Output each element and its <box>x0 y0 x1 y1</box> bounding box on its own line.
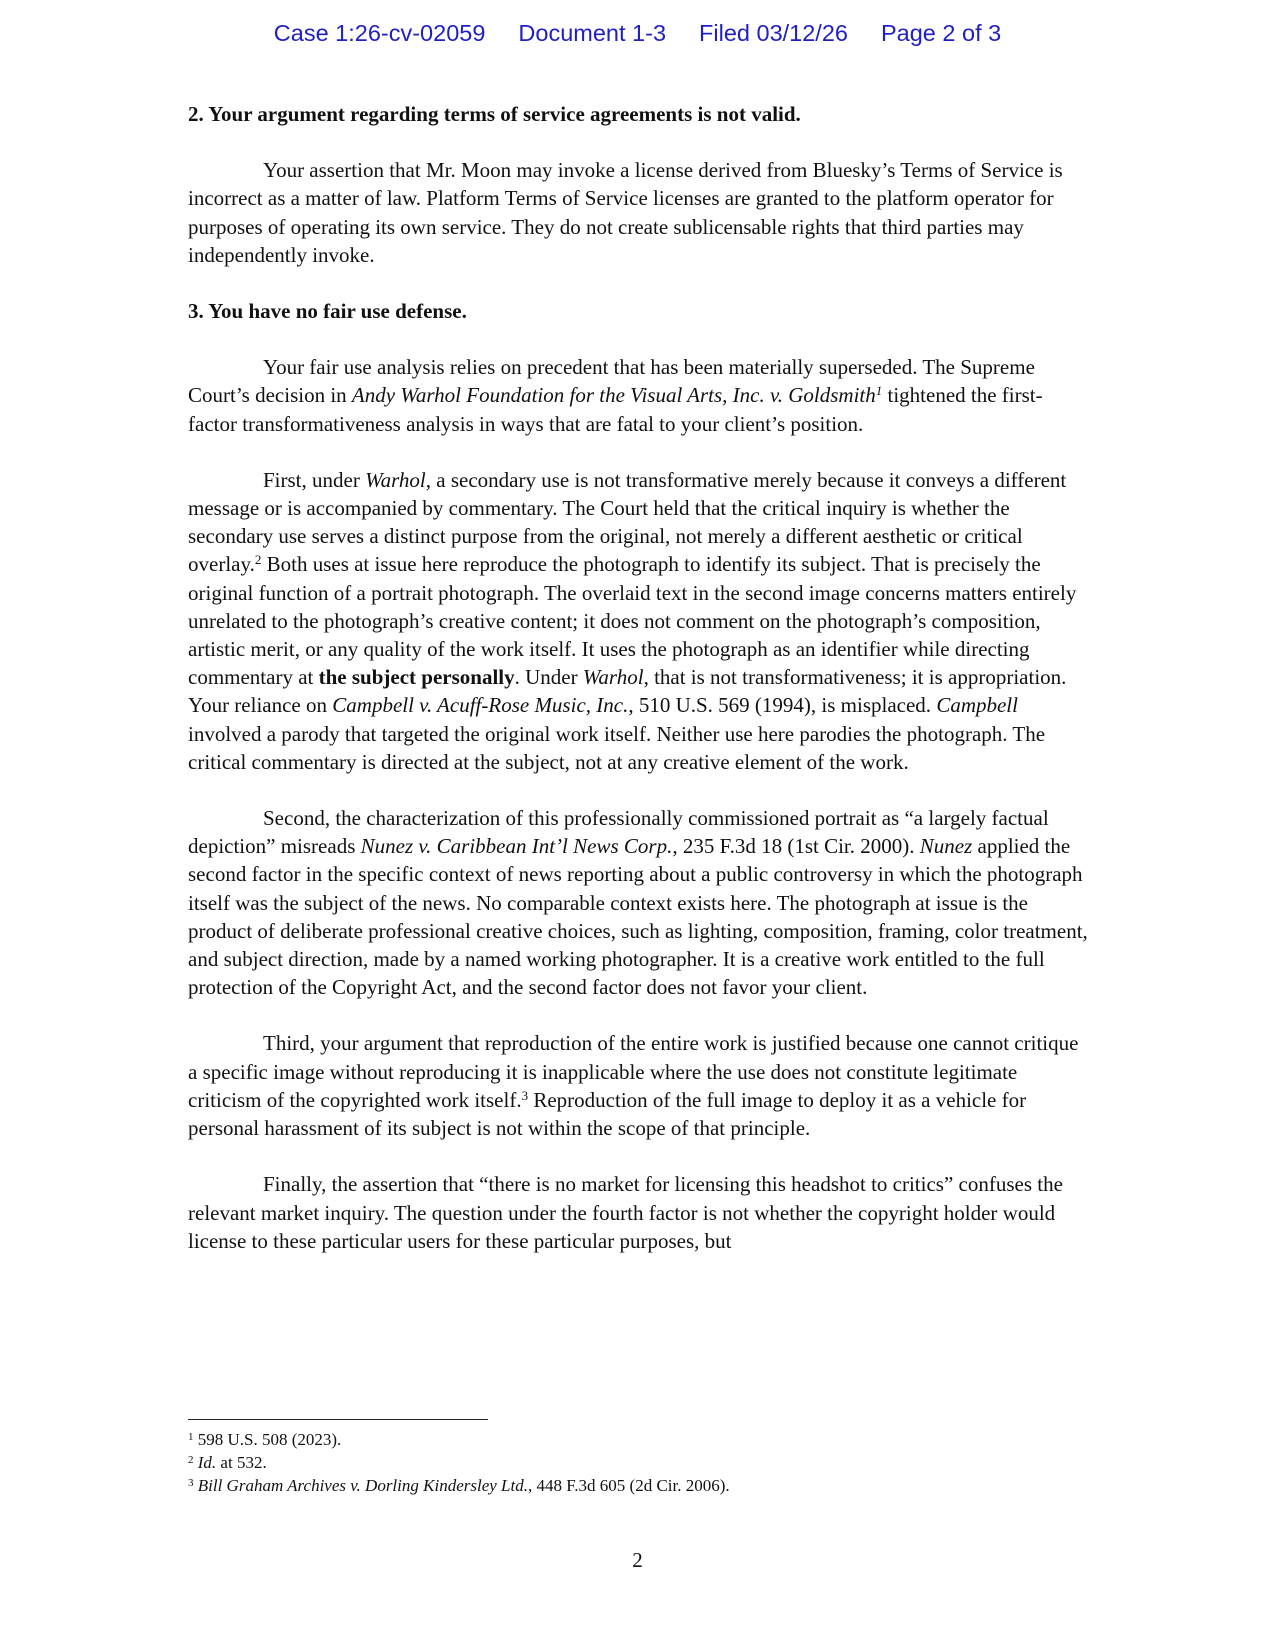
footnote-1: $^1$ 598 U.S. 508 (2023). <box>188 1430 342 1449</box>
case-citation: Andy Warhol Foundation for the Visual Arts, Inc. v. Goldsmith <box>351 383 876 408</box>
footnote-ref: 2 <box>254 552 262 568</box>
filing-header <box>0 20 1275 47</box>
third-factor-paragraph: Third, your argument that reproduction of the entire work is justified because one cannot critique a specific image without reproducing it is inapplicable where the use does not constitute legitimate criticism of the copyrighted work itself.$^3$ Reproduction of the full image to deploy it as a vehicle for personal harassment of its subject is not within the scope of that principle. <box>188 1031 1079 1141</box>
case-citation: Warhol <box>582 665 644 690</box>
letter-body <box>188 100 1088 1255</box>
case-citation: Warhol <box>365 467 426 492</box>
footnote-ref: 3 <box>521 1087 529 1103</box>
section-2-heading: 2. Your argument regarding terms of service agreements is not valid. <box>188 102 801 126</box>
footnote-divider <box>188 1419 488 1420</box>
document-number: Document 1-3 <box>518 20 667 46</box>
section-2-paragraph: Your assertion that Mr. Moon may invoke a license derived from Bluesky’s Terms of Service is incorrect as a matter of law. Platform Terms of Service licenses are granted to the platform operator for purposes of operating its own service. They do not create sublicensable rights that third parties may independently invoke. <box>188 158 1063 267</box>
case-citation: Nunez v. Caribbean Int’l News Corp. <box>360 834 673 859</box>
footnote-ref: 1 <box>875 383 883 399</box>
case-citation: Campbell <box>936 693 1018 718</box>
case-citation: Nunez <box>919 834 973 859</box>
page-number: 2 <box>632 1548 643 1572</box>
section-3-heading: 3. You have no fair use defense. <box>188 299 467 324</box>
second-factor-paragraph: Second, the characterization of this professionally commissioned portrait as “a largely factual depiction” misreads Nunez v. Caribbean Int’l News Corp., 235 F.3d 18 (1st Cir. 2000). Nunez applied the second factor in the specific context of news reporting about a public controversy in which the photograph itself was the subject of the news. No comparable context exists here. The photograph at issue is the product of deliberate professional creative choices, such as lighting, composition, framing, color treatment, and subject direction, made by a named working photographer. It is a creative work entitled to the full protection of the Copyright Act, and the second factor does not favor your client. <box>188 806 1088 1000</box>
footnote-3: $^3$ Bill Graham Archives v. Dorling Kindersley Ltd., 448 F.3d 605 (2d Cir. 2006). <box>188 1476 730 1495</box>
page-indicator: Page 2 of 3 <box>880 20 1002 46</box>
filed-date: Filed 03/12/26 <box>699 20 848 46</box>
first-factor-paragraph: First, under Warhol, a secondary use is not transformative merely because it conveys a different message or is accompanied by commentary. The Court held that the critical inquiry is whether the secondary use serves a distinct purpose from the original, not merely a different aesthetic or critical overlay.$^2$ Both uses at issue here reproduce the photograph to identify its subject. That is precisely the original function of a portrait photograph. The overlaid text in the second image concerns matters entirely unrelated to the photograph’s creative content; it does not comment on the photograph’s composition, artistic merit, or any quality of the work itself. It uses the photograph as an identifier while directing commentary at the subject personally. Under Warhol, that is not transformativeness; it is appropriation. Your reliance on Campbell v. Acuff-Rose Music, Inc., 510 U.S. 569 (1994), is misplaced. Campbell involved a parody that targeted the original work itself. Neither use here parodies the photograph. The critical commentary is directed at the subject, not at any creative element of the work. <box>188 467 1077 774</box>
fourth-factor-paragraph: Finally, the assertion that “there is no market for licensing this headshot to critics” confuses the relevant market inquiry. The question under the fourth factor is not whether the copyright holder would license to these particular users for these particular purposes, but <box>188 1172 1063 1253</box>
fair-use-intro-paragraph: Your fair use analysis relies on precedent that has been materially superseded. The Supreme Court’s decision in Andy Warhol Foundation for the Visual Arts, Inc. v. Goldsmith$^1$ tightened the first-factor transformativeness analysis in ways that are fatal to your client’s position. <box>188 355 1043 436</box>
case-citation: Campbell v. Acuff-Rose Music, Inc. <box>332 693 629 718</box>
footnote-2: $^2$ Id. at 532. <box>188 1453 267 1472</box>
emphasis-text: the subject personally <box>318 665 515 690</box>
footnotes <box>188 1428 1088 1497</box>
case-number: Case 1:26-cv-02059 <box>273 20 486 46</box>
